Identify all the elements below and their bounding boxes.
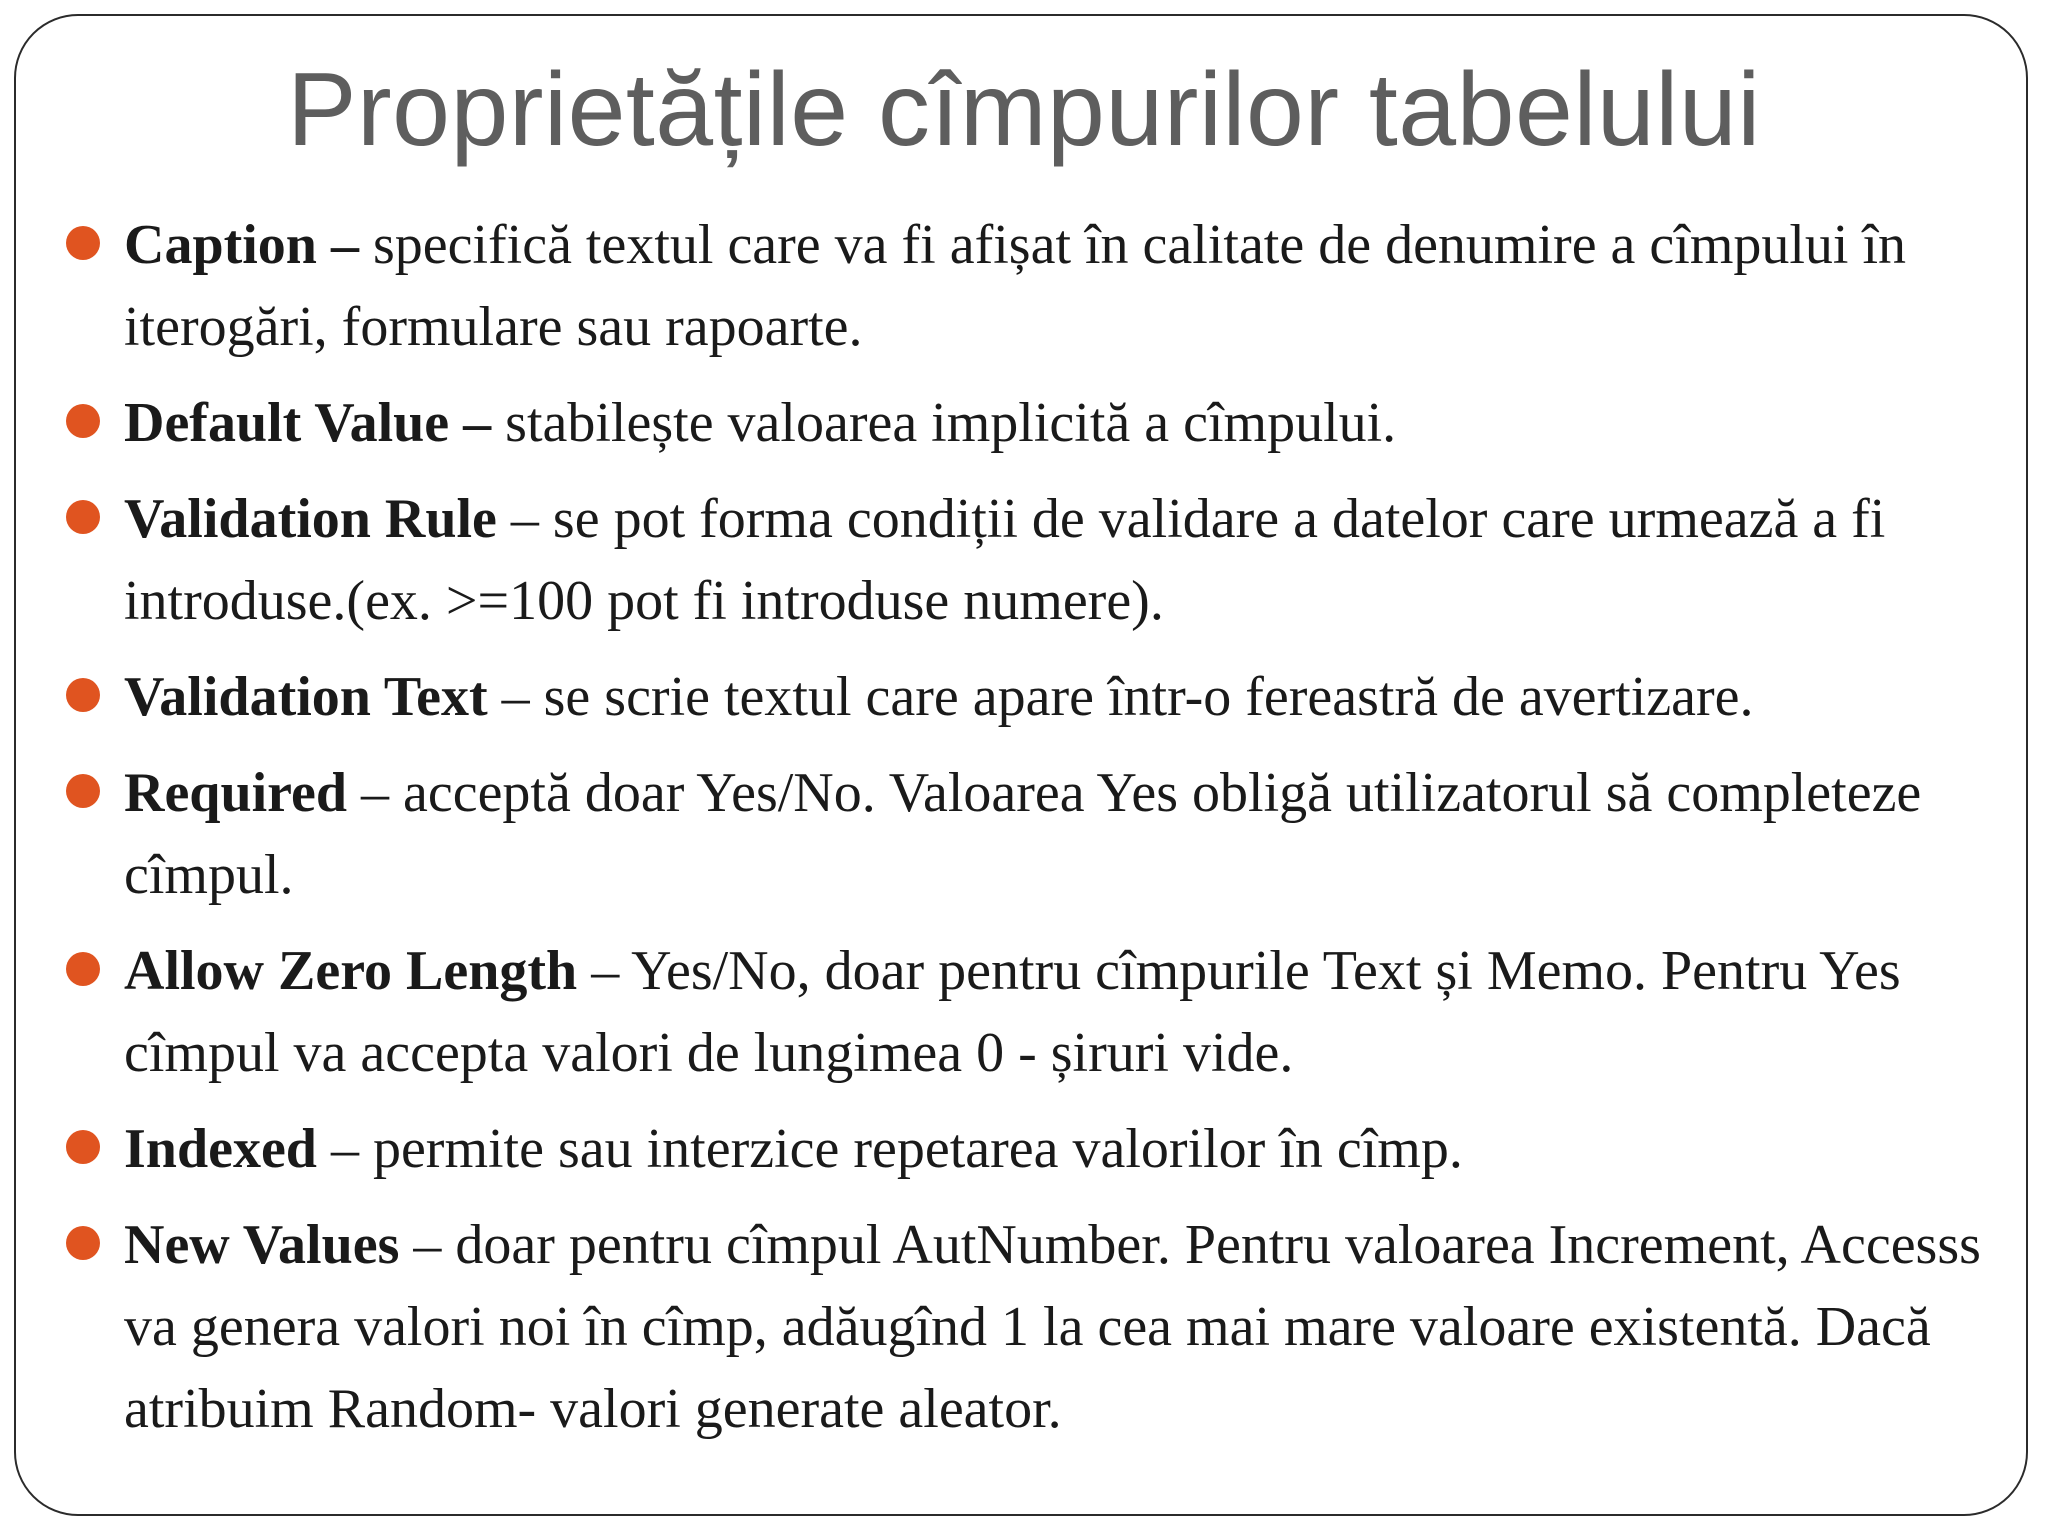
term-description: – Yes/No, doar pentru cîmpurile Text și Memo. Pentru Yes cîmpul va accepta valori de lungimea 0 - șiruri vide.	[124, 940, 1901, 1084]
term-description: – acceptă doar Yes/No. Valoarea Yes obligă utilizatorul să completeze cîmpul.	[124, 762, 1922, 906]
list-item-required	[64, 752, 2014, 916]
list-item-new-values	[64, 1204, 2014, 1450]
term-description: specifică textul care va fi afișat în calitate de denumire a cîmpului în iterogări, formulare sau rapoarte.	[124, 214, 1907, 358]
bullet-dot-icon	[66, 678, 100, 712]
bullet-dot-icon	[66, 1130, 100, 1164]
term-description: stabilește valoarea implicită a cîmpului.	[491, 392, 1397, 454]
term-description: – se scrie textul care apare într-o fereastră de avertizare.	[487, 666, 1754, 728]
list-item-validation-text	[64, 656, 2014, 738]
term-label: Caption –	[124, 214, 359, 276]
bullet-dot-icon	[66, 500, 100, 534]
term-label: Validation Text	[124, 666, 488, 728]
list-item-indexed	[64, 1108, 2014, 1190]
term-label: Allow Zero Length	[124, 940, 578, 1002]
term-label: Validation Rule	[124, 488, 497, 550]
term-label: Required	[124, 762, 347, 824]
term-description: – doar pentru cîmpul AutNumber. Pentru valoarea Increment, Accesss va genera valori noi în cîmp, adăugînd 1 la cea mai mare valoare existentă. Dacă atribuim Random- valori generate aleator.	[124, 1214, 1981, 1440]
list-item-allow-zero-length	[64, 930, 2014, 1094]
bullet-dot-icon	[66, 226, 100, 260]
term-description: – se pot forma condiții de validare a datelor care urmează a fi introduse.(ex. >=100 pot fi introduse numere).	[124, 488, 1886, 632]
term-description: – permite sau interzice repetarea valorilor în cîmp.	[316, 1118, 1463, 1180]
bullet-dot-icon	[66, 952, 100, 986]
list-item-caption	[64, 204, 2014, 368]
list-item-default-value	[64, 382, 2014, 464]
bullet-dot-icon	[66, 404, 100, 438]
bullet-dot-icon	[66, 774, 100, 808]
term-label: Indexed	[124, 1118, 317, 1180]
term-label: Default Value –	[124, 392, 492, 454]
bullet-dot-icon	[66, 1226, 100, 1260]
slide-title: Proprietățile cîmpurilor tabelului	[287, 52, 1761, 168]
term-label: New Values	[124, 1214, 400, 1276]
list-item-validation-rule	[64, 478, 2014, 642]
bullet-list	[64, 204, 2014, 1464]
